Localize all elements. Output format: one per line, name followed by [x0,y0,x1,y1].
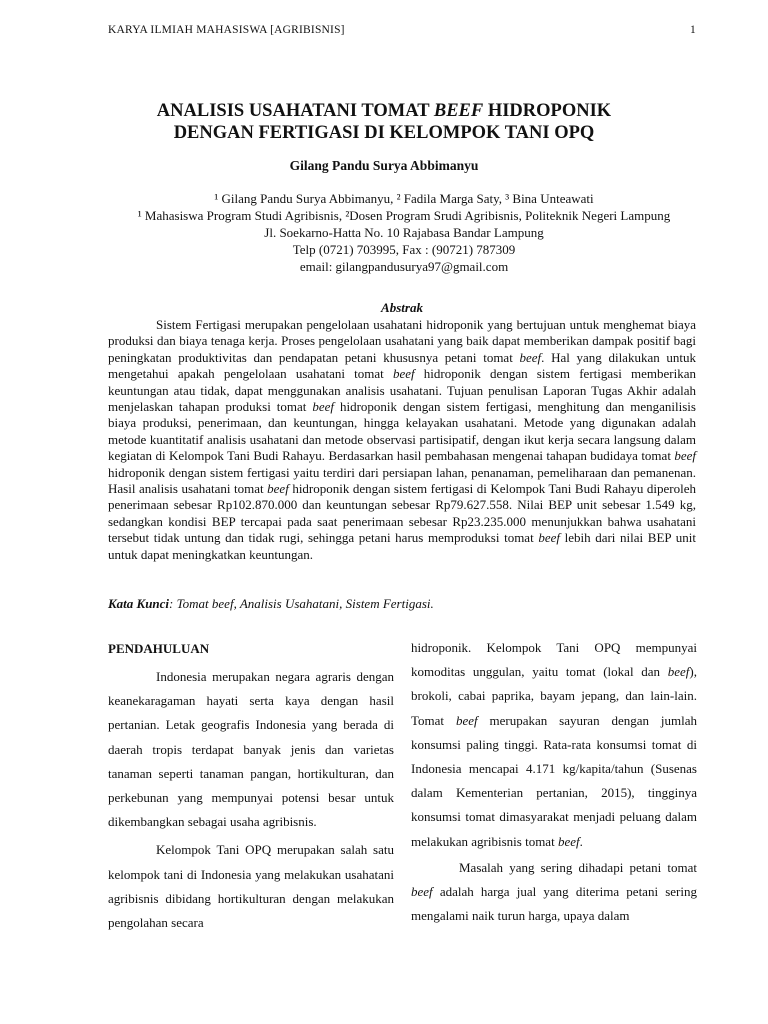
abstract-block [108,300,696,563]
address: Jl. Soekarno-Hatta No. 10 Rajabasa Bandar Lampung [264,225,544,240]
keywords [108,596,696,612]
intro-paragraph-2: Kelompok Tani OPQ merupakan salah satu kelompok tani di Indonesia yang melakukan usahatani agribisnis dibidang hortikulturan dengan melakukan pengolahan secara [108,842,394,931]
abstract-text: Sistem Fertigasi merupakan pengelolaan usahatani hidroponik yang bertujuan untuk menghemat biaya produksi dan biaya tenaga kerja. Proses pengelolaan usahatani yang baik dapat memberikan dampak positif bagi peningkatan produktivitas dan pendapatan petani khususnya petani tomat beef. Hal yang dilakukan untuk mengetahui apakah pengelolaan usahatani tomat beef hidroponik dengan sistem fertigasi memberikan keuntungan atau tidak, dapat menggunakan analisis usahatani. Tujuan penulisan Laporan Tugas Akhir adalah menjelaskan tahapan produksi tomat beef hidroponik dengan sistem fertigasi, menghitung dan menganilisis biaya produksi, penerimaan, dan keuntungan, hingga kelayakan usahatani. Metode yang digunakan adalah metode kuantitatif analisis usahatani dan metode observasi partisipatif, dengan ikut kerja secara langsung dalam kegiatan di Kelompok Tani Budi Rahayu. Berdasarkan hasil pembahasan mengenai tahapan budidaya tomat beef hidroponik dengan sistem fertigasi yaitu terdiri dari persiapan lahan, penanaman, pemeliharaan dan pemanenan. Hasil analisis usahatani tomat beef hidroponik dengan sistem fertigasi di Kelompok Tani Budi Rahayu diperoleh penerimaan sebesar Rp102.870.000 dan keuntungan sebesar Rp79.627.558. Nilai BEP unit sebesar 1.549 kg, sedangkan kondisi BEP tercapai pada saat penerimaan sebesar Rp23.235.000 menunjukkan bahwa usahatani tersebut tidak untung dan tidak rugi, sehingga petani harus memproduksi tomat beef lebih dari nilai BEP unit untuk dapat meningkatkan keuntungan. [108,317,697,562]
paper-title: ANALISIS USAHATANI TOMAT BEEF HIDROPONIK DENGAN FERTIGASI DI KELOMPOK TANI OPQ [156,101,612,143]
affiliation-block [100,190,708,275]
right-column [411,636,697,928]
running-header [108,24,696,36]
institution-list: ¹ Mahasiswa Program Studi Agribisnis, ²Dosen Program Srudi Agribisnis, Politeknik Negeri Lampung [137,208,671,223]
page-number: 1 [690,24,696,36]
main-author: Gilang Pandu Surya Abbimanyu [289,158,479,173]
phone-fax: Telp (0721) 703995, Fax : (90721) 787309 [292,242,516,257]
email: email: gilangpandusurya97@gmail.com [299,259,509,274]
intro-paragraph-2-continued: hidroponik. Kelompok Tani OPQ mempunyai komoditas unggulan, yaitu tomat (lokal dan beef), brokoli, cabai paprika, bayam jepang, dan lain-lain. Tomat beef merupakan sayuran dengan jumlah konsumsi paling tinggi. Rata-rata konsumsi tomat di Indonesia mencapai 4.171 kg/kapita/tahun (Susenas dalam Kementerian pertanian, 2015), tingginya konsumsi tomat dimasyarakat menjadi peluang dalam melakukan agribisnis tomat beef. [411,640,698,849]
journal-name: KARYA ILMIAH MAHASISWA [AGRIBISNIS] [108,24,345,36]
section-heading-pendahuluan: PENDAHULUAN [108,641,210,656]
left-column [108,637,394,935]
intro-paragraph-1: Indonesia merupakan negara agraris dengan keanekaragaman hayati serta kaya dengan hasil pertanian. Letak geografis Indonesia yang berada di daerah tropis terdapat banyak jenis dan varietas tanaman seperti tanaman pangan, hortikulturan, dan perkebunan yang mempunyai potensi besar untuk dikembangkan sebagai usaha agribisnis. [108,669,394,830]
author-list: ¹ Gilang Pandu Surya Abbimanyu, ² Fadila Marga Saty, ³ Bina Unteawati [214,191,594,206]
abstract-heading: Abstrak [381,300,423,315]
keywords-text: : Tomat beef, Analisis Usahatani, Sistem Fertigasi. [169,596,434,611]
intro-paragraph-3: Masalah yang sering dihadapi petani tomat beef adalah harga jual yang diterima petani sering mengalami naik turun harga, upaya dalam [411,859,697,924]
keywords-label: Kata Kunci [108,596,170,611]
title-block [80,100,688,174]
